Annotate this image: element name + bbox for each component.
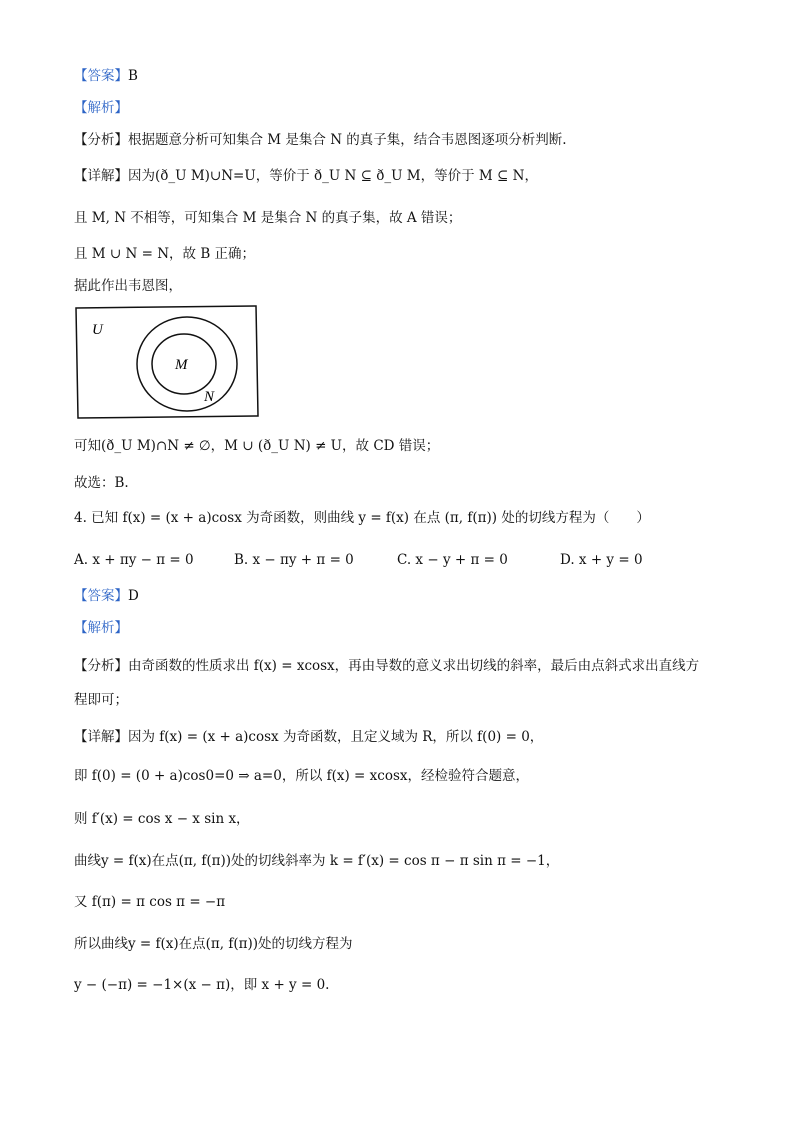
analysis-tag: 【解析】	[74, 620, 128, 636]
q3-detail-line-2: 且 M, N 不相等，可知集合 M 是集合 N 的真子集，故 A 错误；	[74, 210, 462, 226]
detail-text: 因为 f(x) = (x + a)cosx 为奇函数，且定义域为 R，所以 f(0) = 0，	[128, 729, 544, 745]
q4-detail-line-3: 则 f′(x) = cos x − x sin x，	[74, 811, 250, 827]
q4-detail-line-2: 即 f(0) = (0 + a)cos0=0 ⇒ a=0，所以 f(x) = xcosx，经检验符合题意，	[74, 768, 529, 784]
q3-choose-line: 故选：B.	[74, 475, 129, 491]
q4-option-c: C. x − y + π = 0	[397, 552, 508, 568]
q4-option-b: B. x − πy + π = 0	[234, 552, 354, 568]
q3-detail-line-3: 且 M ∪ N = N，故 B 正确；	[74, 246, 256, 262]
q4-stem: 4. 已知 f(x) = (x + a)cosx 为奇函数，则曲线 y = f(x) 在点 (π, f(π)) 处的切线方程为（ ）	[74, 510, 650, 526]
q3-detail-line-5: 可知(ð_U M)∩N ≠ ∅，M ∪ (ð_U N) ≠ U，故 CD 错误；	[74, 438, 440, 454]
analysis-tag: 【解析】	[74, 100, 128, 116]
answer-tag: 【答案】	[74, 588, 128, 604]
q3-detail-line-1	[74, 166, 538, 186]
fenxi-tag: 【分析】	[74, 132, 128, 148]
q3-answer-line	[74, 66, 138, 86]
q4-option-a: A. x + πy − π = 0	[74, 552, 194, 568]
fenxi-text: 根据题意分析可知集合 M 是集合 N 的真子集，结合韦恩图逐项分析判断.	[128, 132, 567, 148]
detail-text: 因为(ð_U M)∪N=U，等价于 ð_U N ⊆ ð_U M，等价于 M ⊆ N，	[128, 168, 538, 184]
q4-detail-line-5: 又 f(π) = π cos π = −π	[74, 894, 226, 910]
fenxi-tag: 【分析】	[74, 658, 128, 674]
q4-detail-line-7: y − (−π) = −1×(x − π)，即 x + y = 0.	[74, 977, 330, 993]
venn-label-m: M	[175, 357, 188, 373]
venn-label-u: U	[92, 322, 103, 338]
venn-label-n: N	[204, 389, 215, 405]
q4-fenxi-line-2: 程即可；	[74, 692, 128, 708]
q3-analysis-line	[74, 98, 128, 118]
detail-tag: 【详解】	[74, 729, 128, 745]
q4-detail-line-6: 所以曲线y = f(x)在点(π, f(π))处的切线方程为	[74, 936, 353, 952]
q4-detail-line-4: 曲线y = f(x)在点(π, f(π))处的切线斜率为 k = f′(x) = cos π − π sin π = −1，	[74, 853, 560, 869]
q4-analysis-line	[74, 618, 128, 638]
fenxi-text: 由奇函数的性质求出 f(x) = xcosx，再由导数的意义求出切线的斜率，最后由点斜式求出直线方	[128, 658, 700, 674]
q4-fenxi-line-1	[74, 656, 699, 676]
q3-detail-line-4: 据此作出韦恩图，	[74, 278, 182, 294]
answer-value: B	[128, 68, 138, 84]
detail-tag: 【详解】	[74, 168, 128, 184]
q4-detail-line-1	[74, 727, 543, 747]
answer-value: D	[128, 588, 139, 604]
q4-answer-line	[74, 586, 139, 606]
venn-diagram	[74, 304, 260, 420]
answer-tag: 【答案】	[74, 68, 128, 84]
q4-option-d: D. x + y = 0	[560, 552, 643, 568]
q3-fenxi-line	[74, 130, 567, 150]
universal-set-rectangle	[76, 306, 258, 418]
